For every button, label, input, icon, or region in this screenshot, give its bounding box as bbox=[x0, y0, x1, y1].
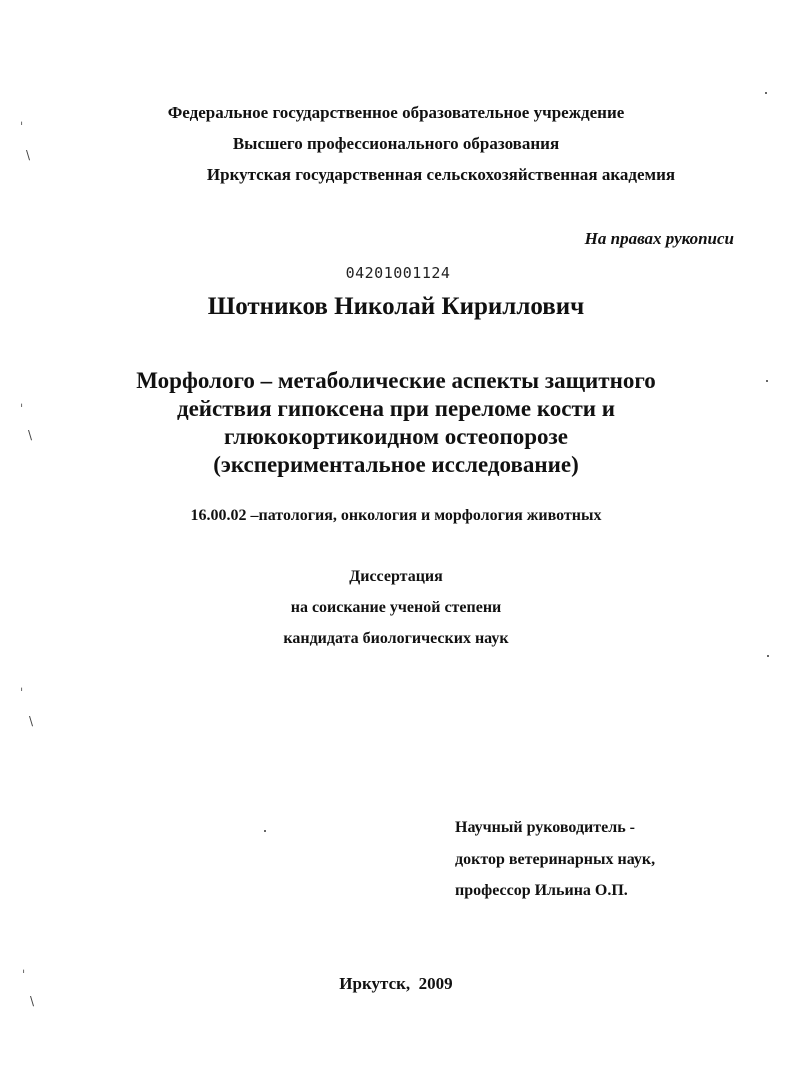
supervisor-line-3: профессор Ильина О.П. bbox=[455, 882, 628, 899]
dissertation-line-3: кандидата биологических наук bbox=[283, 630, 509, 647]
scan-dot-icon bbox=[765, 92, 767, 94]
dissertation-line-1: Диссертация bbox=[349, 568, 443, 585]
author-name: Шотников Николай Кириллович bbox=[207, 293, 585, 320]
scan-dot-icon bbox=[767, 655, 769, 657]
scan-mark-icon: ˈ bbox=[22, 968, 26, 982]
title-line-4: (экспериментальное исследование) bbox=[213, 452, 579, 477]
scan-mark-icon: ˈ bbox=[20, 686, 24, 700]
city-year: Иркутск, 2009 bbox=[339, 974, 453, 993]
title-line-1: Морфолого – метаболические аспекты защитного bbox=[136, 368, 656, 393]
scan-mark-icon: ˈ bbox=[20, 402, 24, 416]
specialty: 16.00.02 –патология, онкология и морфология животных bbox=[190, 507, 602, 524]
document-code: 04201001124 bbox=[345, 264, 451, 282]
scan-mark-icon: ˈ bbox=[20, 120, 24, 134]
scan-mark-icon: \ bbox=[29, 714, 34, 728]
dissertation-line-2: на соискание ученой степени bbox=[290, 599, 502, 616]
supervisor-line-2: доктор ветеринарных наук, bbox=[455, 851, 656, 868]
title-line-3: глюкокортикоидном остеопорозе bbox=[224, 424, 568, 449]
scan-mark-icon: \ bbox=[28, 428, 33, 442]
supervisor-line-1: Научный руководитель - bbox=[455, 819, 635, 836]
institution-line-2: Высшего профессионального образования bbox=[232, 134, 560, 153]
institution-line-1: Федеральное государственное образовательное учреждение bbox=[167, 103, 625, 122]
manuscript-rights: На правах рукописи bbox=[584, 229, 734, 248]
scan-mark-icon: \ bbox=[30, 994, 35, 1008]
institution-line-3: Иркутская государственная сельскохозяйственная академия bbox=[206, 165, 676, 184]
scan-mark-icon: \ bbox=[26, 148, 31, 162]
title-line-2: действия гипоксена при переломе кости и bbox=[176, 396, 616, 421]
scan-dot-icon bbox=[264, 830, 266, 832]
